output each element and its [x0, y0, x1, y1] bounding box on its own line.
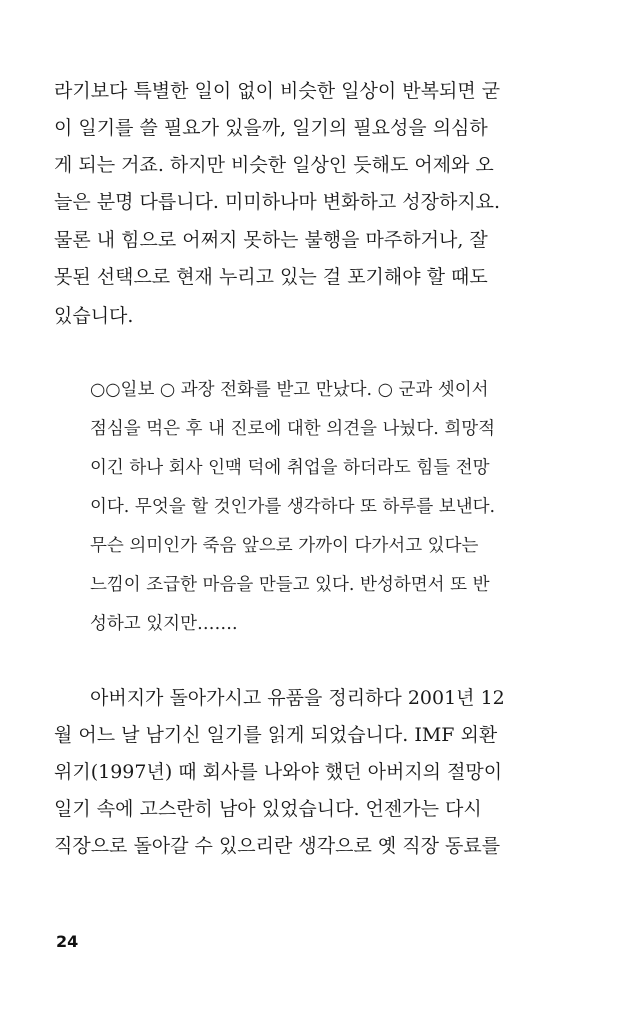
quote-line: 무슨 의미인가 죽음 앞으로 가까이 다가서고 있다는	[90, 536, 479, 556]
text-line: 직장으로 돌아갈 수 있으리란 생각으로 옛 직장 동료를	[54, 835, 501, 857]
quote-line: 점심을 먹은 후 내 진로에 대한 의견을 나눴다. 희망적	[90, 419, 496, 439]
quote-line: 이다. 무엇을 할 것인가를 생각하다 또 하루를 보낸다.	[90, 497, 496, 517]
text-line: 아버지가 돌아가시고 유품을 정리하다 2001년 12	[90, 687, 505, 709]
text-line: 월 어느 날 남기신 일기를 읽게 되었습니다. IMF 외환	[54, 724, 498, 746]
text-line: 라기보다 특별한 일이 없이 비슷한 일상이 반복되면 굳	[54, 80, 501, 102]
quote-line: 이긴 하나 회사 인맥 덕에 취업을 하더라도 힘들 전망	[90, 458, 490, 478]
quote-line: ○○일보 ○ 과장 전화를 받고 만났다. ○ 군과 셋이서	[90, 380, 489, 400]
text-line: 위기(1997년) 때 회사를 나와야 했던 아버지의 절망이	[54, 761, 503, 783]
page-number: 24	[56, 932, 79, 951]
quote-line: 느낌이 조급한 마음을 만들고 있다. 반성하면서 또 반	[90, 575, 490, 595]
text-line: 물론 내 힘으로 어쩌지 못하는 불행을 마주하거나, 잘	[54, 229, 488, 251]
quote-line: 성하고 있지만…….	[90, 614, 238, 634]
text-line: 못된 선택으로 현재 누리고 있는 걸 포기해야 할 때도	[54, 266, 488, 288]
text-line: 있습니다.	[54, 305, 134, 327]
text-line: 늘은 분명 다릅니다. 미미하나마 변화하고 성장하지요.	[54, 191, 501, 213]
text-line: 게 되는 거죠. 하지만 비슷한 일상인 듯해도 어제와 오	[54, 154, 494, 176]
text-line: 이 일기를 쓸 필요가 있을까, 일기의 필요성을 의심하	[54, 117, 488, 139]
text-line: 일기 속에 고스란히 남아 있었습니다. 언젠가는 다시	[54, 798, 482, 820]
